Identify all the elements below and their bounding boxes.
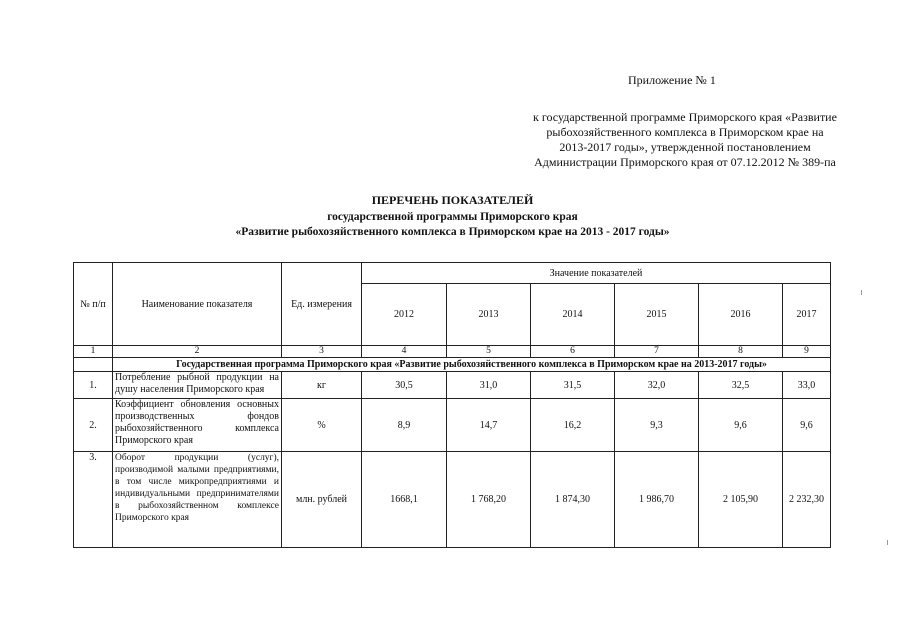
indicator-value: 2 232,30 [783,452,831,548]
header-year: 2017 [783,284,831,346]
indicator-value: 9,6 [783,399,831,452]
row-number: 1. [74,372,113,399]
indicator-value: 1668,1 [362,452,447,548]
appendix-label: Приложение № 1 [628,73,716,87]
approval-reference-line: 2013-2017 годы», утвержденной постановлением [559,140,811,154]
indicator-value: 31,5 [531,372,615,399]
column-number: 2 [113,346,282,358]
indicator-value: 2 105,90 [699,452,783,548]
indicator-value: 16,2 [531,399,615,452]
program-section-row: Государственная программа Приморского края «Развитие рыбохозяйственного комплекса в Приморском крае на 2013-2017 годы» [113,358,831,372]
header-row-number: № п/п [74,263,113,346]
header-indicator-name: Наименование показателя [113,263,282,346]
indicator-name: Оборот продукции (услуг), производимой малыми предприятиями, в том числе микропредприятиями и индивидуальными предпринимателями в рыбохозяйственном комплексе Приморского края [113,452,282,548]
header-year: 2012 [362,284,447,346]
row-number: 2. [74,399,113,452]
indicator-value: 1 768,20 [447,452,531,548]
indicator-value: 1 986,70 [615,452,699,548]
approval-reference-line: к государственной программе Приморского края «Развитие [533,110,837,124]
column-number: 4 [362,346,447,358]
table-row [74,399,831,452]
indicator-value: 9,3 [615,399,699,452]
table-row [74,372,831,399]
indicator-value: 8,9 [362,399,447,452]
indicator-unit: кг [282,372,362,399]
indicator-unit: % [282,399,362,452]
header-year: 2016 [699,284,783,346]
indicator-value: 1 874,30 [531,452,615,548]
indicator-name: Коэффициент обновления основных производственных фондов рыбохозяйственного комплекса Приморского края [113,399,282,452]
document-title: ПЕРЕЧЕНЬ ПОКАЗАТЕЛЕЙ [371,193,534,207]
scan-mark [861,290,862,295]
header-unit: Ед. измерения [282,263,362,346]
column-number: 8 [699,346,783,358]
indicator-value: 33,0 [783,372,831,399]
header-year: 2015 [615,284,699,346]
indicator-value: 32,5 [699,372,783,399]
indicator-value: 14,7 [447,399,531,452]
document-subtitle: государственной программы Приморского края [327,211,578,223]
scan-mark [887,540,888,545]
indicator-value: 9,6 [699,399,783,452]
column-number: 3 [282,346,362,358]
indicators-table [73,262,831,548]
approval-reference-line: Администрации Приморского края от 07.12.2012 № 389-па [534,155,836,169]
header-values: Значение показателей [362,263,831,284]
indicator-unit: млн. рублей [282,452,362,548]
column-number: 6 [531,346,615,358]
column-number: 9 [783,346,831,358]
indicator-value: 31,0 [447,372,531,399]
header-year: 2013 [447,284,531,346]
header-year: 2014 [531,284,615,346]
approval-reference-line: рыбохозяйственного комплекса в Приморском крае на [546,125,824,139]
indicator-name: Потребление рыбной продукции на душу населения Приморского края [113,372,282,399]
row-number: 3. [74,452,113,548]
approval-reference [520,110,850,170]
column-number: 1 [74,346,113,358]
table-row [74,452,831,548]
column-number: 7 [615,346,699,358]
indicator-value: 32,0 [615,372,699,399]
column-number: 5 [447,346,531,358]
indicator-value: 30,5 [362,372,447,399]
program-name: «Развитие рыбохозяйственного комплекса в Приморском крае на 2013 - 2017 годы» [235,226,670,238]
